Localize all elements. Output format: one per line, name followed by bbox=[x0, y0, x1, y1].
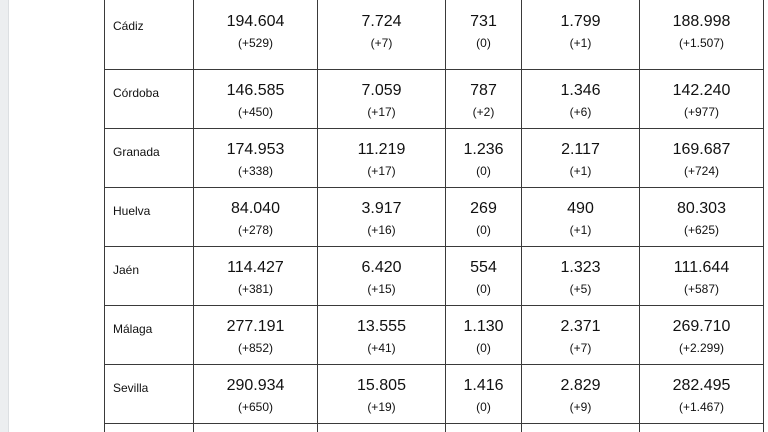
cell-delta: (+625) bbox=[683, 223, 720, 237]
table-row-partial bbox=[105, 424, 764, 432]
cell-value: 1.323 bbox=[560, 259, 601, 276]
province-name: Málaga bbox=[113, 322, 153, 336]
cell-delta: (+5) bbox=[569, 282, 592, 296]
value-cell bbox=[640, 0, 764, 70]
value-cell bbox=[194, 247, 318, 306]
cell-delta: (+529) bbox=[237, 36, 274, 50]
value-cell bbox=[522, 365, 640, 424]
province-cell bbox=[105, 188, 194, 247]
cell-delta: (+15) bbox=[367, 282, 396, 296]
cell-value: 2.371 bbox=[560, 318, 601, 335]
province-name: Jaén bbox=[113, 263, 140, 277]
province-statistics-table bbox=[104, 0, 764, 432]
cell-delta: (+1) bbox=[569, 164, 592, 178]
value-cell bbox=[640, 365, 764, 424]
cell-delta: (+587) bbox=[683, 282, 720, 296]
value-cell bbox=[318, 188, 446, 247]
province-cell bbox=[105, 0, 194, 70]
province-cell bbox=[105, 129, 194, 188]
cell-value: 2.829 bbox=[560, 377, 601, 394]
cell-delta: (+2.299) bbox=[678, 341, 725, 355]
cell-value: 269 bbox=[470, 200, 497, 217]
cell-value: 2.117 bbox=[561, 141, 600, 158]
cell-value: 188.998 bbox=[672, 13, 731, 30]
value-cell bbox=[318, 0, 446, 70]
cell-value: 13.555 bbox=[357, 318, 406, 335]
value-cell bbox=[640, 129, 764, 188]
province-cell bbox=[105, 365, 194, 424]
cell-value: 114.427 bbox=[227, 259, 284, 276]
cell-delta: (+19) bbox=[367, 400, 396, 414]
cell-value: 84.040 bbox=[231, 200, 280, 217]
cell-delta: (+2) bbox=[472, 105, 495, 119]
cell-value: 194.604 bbox=[226, 13, 285, 30]
value-cell bbox=[194, 365, 318, 424]
cell-delta: (+650) bbox=[237, 400, 274, 414]
cell-delta: (+852) bbox=[237, 341, 274, 355]
empty-cell bbox=[105, 424, 194, 432]
table-row bbox=[105, 188, 764, 247]
cell-delta: (+6) bbox=[569, 105, 592, 119]
value-cell bbox=[194, 129, 318, 188]
cell-value: 1.236 bbox=[463, 141, 504, 158]
table-row bbox=[105, 306, 764, 365]
cell-value: 554 bbox=[470, 259, 497, 276]
empty-cell bbox=[318, 424, 446, 432]
cell-value: 7.059 bbox=[361, 82, 402, 99]
cell-value: 111.644 bbox=[673, 259, 730, 276]
cell-delta: (+724) bbox=[683, 164, 720, 178]
value-cell bbox=[522, 129, 640, 188]
cell-value: 146.585 bbox=[226, 82, 285, 99]
viewer-left-edge bbox=[0, 0, 9, 432]
value-cell bbox=[446, 70, 522, 129]
cell-delta: (+17) bbox=[367, 164, 396, 178]
value-cell bbox=[446, 247, 522, 306]
cell-delta: (+9) bbox=[569, 400, 592, 414]
value-cell bbox=[522, 0, 640, 70]
value-cell bbox=[318, 365, 446, 424]
value-cell bbox=[318, 306, 446, 365]
table-row bbox=[105, 129, 764, 188]
cell-delta: (+278) bbox=[237, 223, 274, 237]
cell-value: 3.917 bbox=[361, 200, 402, 217]
value-cell bbox=[522, 70, 640, 129]
value-cell bbox=[522, 247, 640, 306]
province-cell bbox=[105, 306, 194, 365]
cell-value: 731 bbox=[470, 13, 497, 30]
value-cell bbox=[318, 70, 446, 129]
province-name: Cádiz bbox=[113, 19, 144, 33]
table-row bbox=[105, 70, 764, 129]
cell-value: 142.240 bbox=[672, 82, 731, 99]
cell-value: 490 bbox=[567, 200, 594, 217]
cell-value: 169.687 bbox=[672, 141, 731, 158]
empty-cell bbox=[446, 424, 522, 432]
cell-delta: (+1) bbox=[569, 223, 592, 237]
cell-delta: (+7) bbox=[370, 36, 393, 50]
cell-delta: (0) bbox=[476, 282, 491, 296]
cell-delta: (+977) bbox=[683, 105, 720, 119]
cell-delta: (+450) bbox=[237, 105, 274, 119]
empty-cell bbox=[194, 424, 318, 432]
cell-delta: (+1) bbox=[569, 36, 592, 50]
value-cell bbox=[446, 188, 522, 247]
cell-delta: (+381) bbox=[237, 282, 274, 296]
value-cell bbox=[522, 188, 640, 247]
value-cell bbox=[194, 70, 318, 129]
cell-delta: (+7) bbox=[569, 341, 592, 355]
province-name: Córdoba bbox=[113, 86, 160, 100]
cell-value: 269.710 bbox=[672, 318, 731, 335]
cell-value: 174.953 bbox=[226, 141, 285, 158]
value-cell bbox=[194, 188, 318, 247]
value-cell bbox=[318, 247, 446, 306]
province-name: Sevilla bbox=[113, 381, 149, 395]
value-cell bbox=[640, 70, 764, 129]
table-row bbox=[105, 365, 764, 424]
cell-value: 15.805 bbox=[357, 377, 406, 394]
empty-cell bbox=[640, 424, 764, 432]
value-cell bbox=[194, 306, 318, 365]
province-cell bbox=[105, 247, 194, 306]
cell-delta: (0) bbox=[476, 400, 491, 414]
cell-value: 1.346 bbox=[560, 82, 601, 99]
value-cell bbox=[446, 0, 522, 70]
value-cell bbox=[640, 188, 764, 247]
value-cell bbox=[522, 306, 640, 365]
cell-delta: (+338) bbox=[237, 164, 274, 178]
cell-value: 1.799 bbox=[560, 13, 601, 30]
value-cell bbox=[640, 306, 764, 365]
cell-value: 11.219 bbox=[357, 141, 406, 158]
value-cell bbox=[446, 129, 522, 188]
value-cell bbox=[446, 365, 522, 424]
cell-value: 277.191 bbox=[226, 318, 285, 335]
province-cell bbox=[105, 70, 194, 129]
cell-delta: (+1.507) bbox=[678, 36, 725, 50]
cell-value: 787 bbox=[470, 82, 497, 99]
value-cell bbox=[446, 306, 522, 365]
cell-delta: (0) bbox=[476, 164, 491, 178]
value-cell bbox=[194, 0, 318, 70]
province-name: Huelva bbox=[113, 204, 151, 218]
cell-delta: (+16) bbox=[367, 223, 396, 237]
cell-delta: (+41) bbox=[367, 341, 396, 355]
cell-delta: (+17) bbox=[367, 105, 396, 119]
cell-value: 290.934 bbox=[226, 377, 285, 394]
cell-delta: (0) bbox=[476, 341, 491, 355]
table-row bbox=[105, 0, 764, 70]
value-cell bbox=[640, 247, 764, 306]
province-name: Granada bbox=[113, 145, 160, 159]
cell-value: 1.416 bbox=[463, 377, 504, 394]
cell-value: 80.303 bbox=[677, 200, 726, 217]
cell-value: 6.420 bbox=[361, 259, 402, 276]
cell-delta: (0) bbox=[476, 36, 491, 50]
value-cell bbox=[318, 129, 446, 188]
cell-value: 282.495 bbox=[672, 377, 731, 394]
empty-cell bbox=[522, 424, 640, 432]
table-row bbox=[105, 247, 764, 306]
cell-delta: (0) bbox=[476, 223, 491, 237]
cell-value: 7.724 bbox=[361, 13, 402, 30]
cell-value: 1.130 bbox=[463, 318, 504, 335]
cell-delta: (+1.467) bbox=[678, 400, 725, 414]
table-body bbox=[105, 0, 764, 432]
